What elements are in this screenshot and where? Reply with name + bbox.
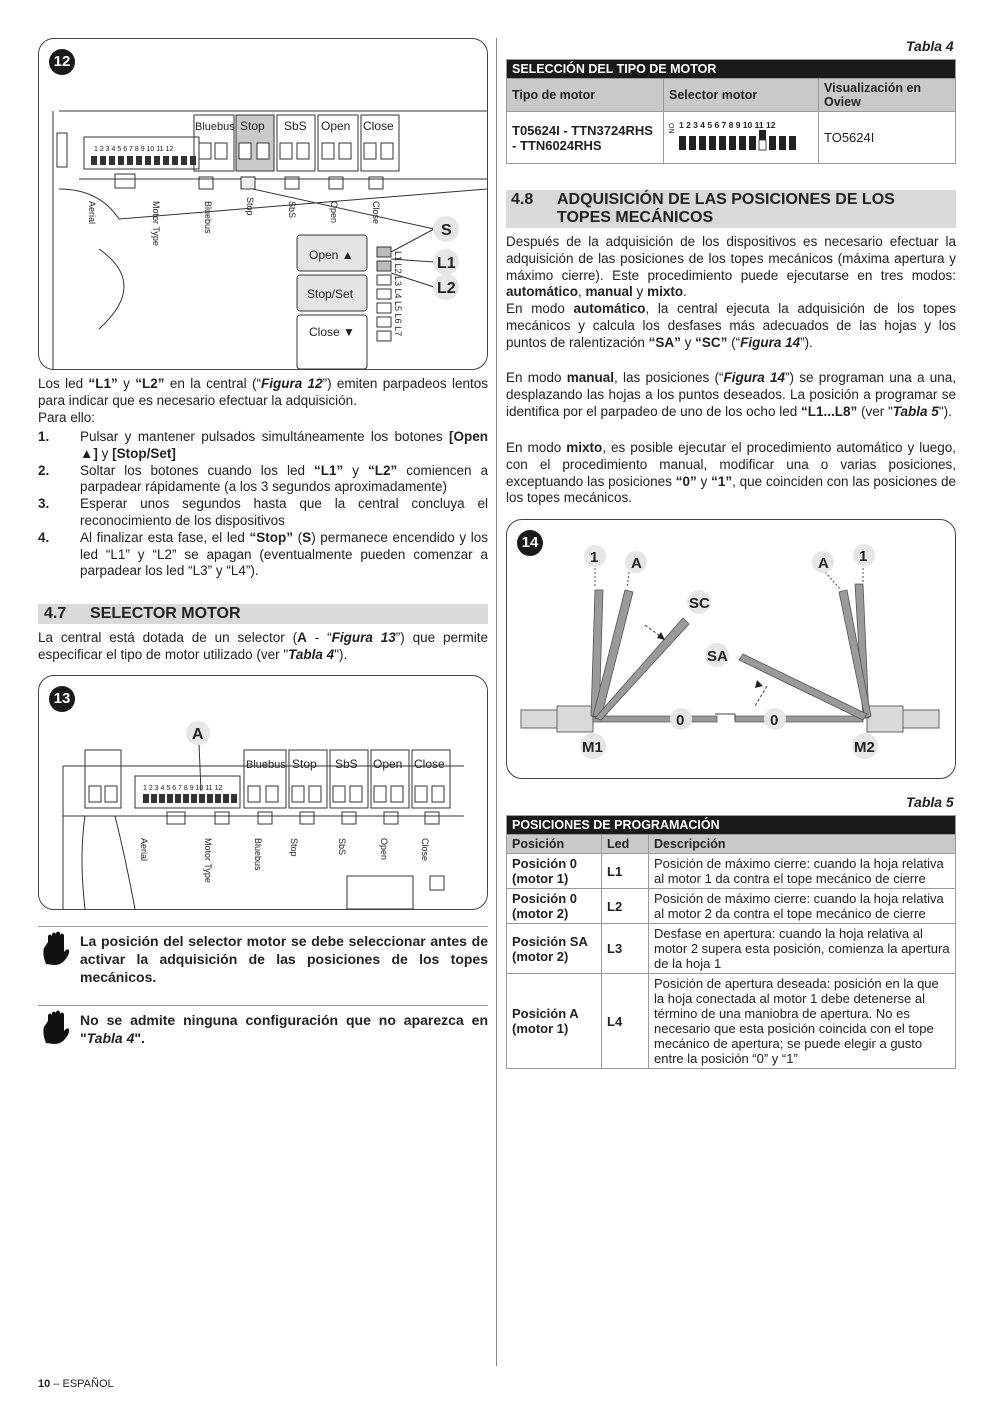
section-4-7-heading: 4.7 SELECTOR MOTOR [38, 604, 488, 624]
terminal-bluebus: Bluebus [253, 838, 263, 871]
terminal-close: Close [371, 201, 381, 225]
col-header: Led [602, 835, 649, 854]
table-row: Posición SA (motor 2) L3 Desfase en apertura: cuando la hoja relativa al motor 2 supera esta posición, comienza la apertura de la hoja 1 [507, 924, 956, 974]
btn-label-bluebus: Bluebus [246, 759, 286, 771]
terminal-sbs: SbS [287, 201, 297, 219]
btn-label-stop: Stop [292, 757, 317, 771]
label-0-left: 0 [676, 712, 685, 729]
intro-paragraph: Los led “L1” y “L2” en la central (“Figura 12”) emiten parpadeos lentos para indicar que es necesario efectuar la adquisición. Para ello: [38, 376, 488, 425]
list-item: 1. Pulsar y mantener pulsados simultáneamente los botones [Open ▲] y [Stop/Set] [38, 429, 488, 461]
column-divider [496, 38, 497, 1366]
col-header: Descripción [649, 835, 956, 854]
figure-13 [38, 675, 488, 910]
led-labels: L1 L2 L3 L4 L5 L6 L7 [393, 251, 403, 337]
col-header: Selector motor [664, 79, 819, 112]
dip-numbers: 1 2 3 4 5 6 7 8 9 10 11 12 [94, 146, 174, 153]
terminal-motor-type: Motor Type [151, 201, 161, 246]
tabla-5 [506, 815, 956, 1069]
callout-l2: L2 [437, 280, 456, 297]
key-open: Open ▲ [309, 248, 354, 262]
terminal-stop: Stop [245, 197, 255, 216]
btn-label-open: Open [373, 757, 403, 771]
steps-list [38, 429, 488, 580]
figure-number: 13 [49, 686, 75, 712]
list-item: 4. Al finalizar esta fase, el led “Stop” (S) permanece encendido y los led “L1” y “L2” se apagan (eventualmente pueden comenzar a parpadear los led “L3” y “L4”). [38, 529, 489, 579]
col-header: Tipo de motor [507, 79, 664, 112]
btn-label-sbs: SbS [335, 757, 358, 771]
dip-numbers: 1 2 3 4 5 6 7 8 9 10 11 12 [143, 785, 223, 792]
col-header: Visualización en Oview [819, 79, 956, 112]
terminal-bluebus: Bluebus [203, 201, 213, 234]
label-sa: SA [707, 648, 728, 665]
selector-paragraph: La central está dotada de un selector (A - “Figura 13”) que permite especificar el tipo de motor utilizado (ver "Tabla 4"). [38, 630, 488, 662]
key-close: Close ▼ [309, 325, 355, 339]
section-4-8-heading: 4.8 ADQUISICIÓN DE LAS POSICIONES DE LOS TOPES MECÁNICOS [506, 190, 956, 228]
callout-a: A [192, 726, 204, 743]
terminal-close: Close [420, 838, 430, 862]
btn-label-bluebus: Bluebus [195, 121, 235, 133]
terminal-open: Open [329, 201, 339, 224]
figure-number: 14 [517, 530, 543, 556]
page-number: 10 [38, 1378, 51, 1390]
warning-2 [38, 1005, 488, 1049]
tabla-5-title: POSICIONES DE PROGRAMACIÓN [507, 816, 956, 835]
para-ello: Para ello: [38, 409, 96, 425]
dip-selector [664, 112, 819, 164]
label-1-left: 1 [590, 549, 599, 566]
figure-number: 12 [49, 49, 75, 75]
hand-stop-icon [40, 1009, 72, 1045]
warning-1-text: La posición del selector motor se debe seleccionar antes de activar la adquisición de las posiciones de los topes mecánicos. [80, 933, 488, 985]
figure-12 [38, 38, 488, 370]
callout-l1: L1 [437, 255, 456, 272]
terminal-motor-type: Motor Type [203, 838, 213, 883]
terminal-open: Open [379, 838, 389, 861]
terminal-stop: Stop [289, 838, 299, 857]
mixto-paragraph: En modo mixto, es posible ejecutar el procedimiento automático y luego, con el procedimiento manual, modificar una o varias posiciones, exceptuando las posiciones “0” y “1”, que coinciden con las posiciones de los topes mecánicos. [506, 440, 956, 506]
page-footer: 10 – ESPAÑOL [38, 1378, 114, 1390]
selector-numbers: 1 2 3 4 5 6 7 8 9 10 11 12 [679, 120, 776, 130]
table-row: Posición 0 (motor 1) L1 Posición de máximo cierre: cuando la hoja relativa al motor 1 da contra el tope mecánico de cierre [507, 854, 956, 889]
btn-label-close: Close [414, 757, 445, 771]
col-header: Posición [507, 835, 602, 854]
table-row: Posición 0 (motor 2) L2 Posición de máximo cierre: cuando la hoja relativa al motor 2 da contra el tope mecánico de cierre [507, 889, 956, 924]
adquisicion-paragraph: Después de la adquisición de los dispositivos es necesario efectuar la adquisición de las posiciones de los topes mecánicos (máxima apertura y máximo cierre). Este procedimiento puede ejecutarse en tres modos: automático, manual y mixto. En modo automático, la central ejecuta la adquisición de los topes mecánicos y calcula los desfases más adecuados de las hojas y los puntos de ralentización “SA” y “SC” (“Figura 14”). [506, 234, 956, 350]
btn-label-close: Close [363, 119, 394, 133]
label-a-right: A [818, 555, 829, 572]
label-0-right: 0 [770, 712, 779, 729]
tabla-4 [506, 59, 956, 164]
svg-text:ON: ON [667, 123, 674, 134]
tabla-4-title: SELECCIÓN DEL TIPO DE MOTOR [507, 60, 956, 79]
tabla-5-caption: Tabla 5 [906, 794, 954, 810]
label-m2: M2 [854, 739, 875, 756]
callout-s: S [441, 222, 452, 239]
language-label: ESPAÑOL [62, 1378, 114, 1390]
dip-switch-diagram [669, 118, 809, 154]
label-1-right: 1 [859, 548, 868, 565]
label-a-left: A [631, 555, 642, 572]
board-diagram-13 [39, 676, 487, 909]
btn-label-sbs: SbS [284, 119, 307, 133]
table-row: Posición A (motor 1) L4 Posición de apertura deseada: posición en la que la hoja conectada al motor 1 debe detenerse al término de una maniobra de apertura. No es necesario que esta posición coincida con el tope mecánico de apertura; se puede elegir a gusto entre la posición “0” y “1” [507, 974, 956, 1069]
warning-1 [38, 926, 488, 996]
figure-14 [506, 519, 956, 779]
terminal-aerial: Aerial [139, 838, 149, 862]
btn-label-stop: Stop [240, 119, 265, 133]
label-sc: SC [689, 595, 710, 612]
btn-label-open: Open [321, 119, 351, 133]
terminal-sbs: SbS [337, 838, 347, 856]
board-diagram-12 [39, 39, 487, 369]
label-m1: M1 [582, 739, 603, 756]
warning-2-text: No se admite ninguna configuración que no aparezca en "Tabla 4". [80, 1012, 488, 1046]
table-row: T05624I - TTN3724RHS - TTN6024RHS ON 1 2 3 4 5 6 7 8 9 10 11 12 TO5624I [507, 112, 956, 164]
tabla-4-caption: Tabla 4 [906, 38, 954, 54]
terminal-aerial: Aerial [87, 201, 97, 225]
key-stop-set: Stop/Set [307, 287, 354, 301]
hand-stop-icon [40, 930, 72, 966]
list-item: 2. Soltar los botones cuando los led “L1” y “L2” comiencen a parpadear rápidamente (a los 3 segundos aproximadamente) [38, 462, 488, 495]
manual-paragraph: En modo manual, las posiciones (“Figura 14”) se programan una a una, desplazando las hojas a los puntos deseados. La posición a programar se identifica por el parpadeo de uno de los ocho led “L1...L8” (ver "Tabla 5"). [506, 370, 956, 419]
gate-diagram [507, 520, 955, 778]
list-item: 3. Esperar unos segundos hasta que la central concluya el reconocimiento de los dispositivos [38, 496, 488, 528]
